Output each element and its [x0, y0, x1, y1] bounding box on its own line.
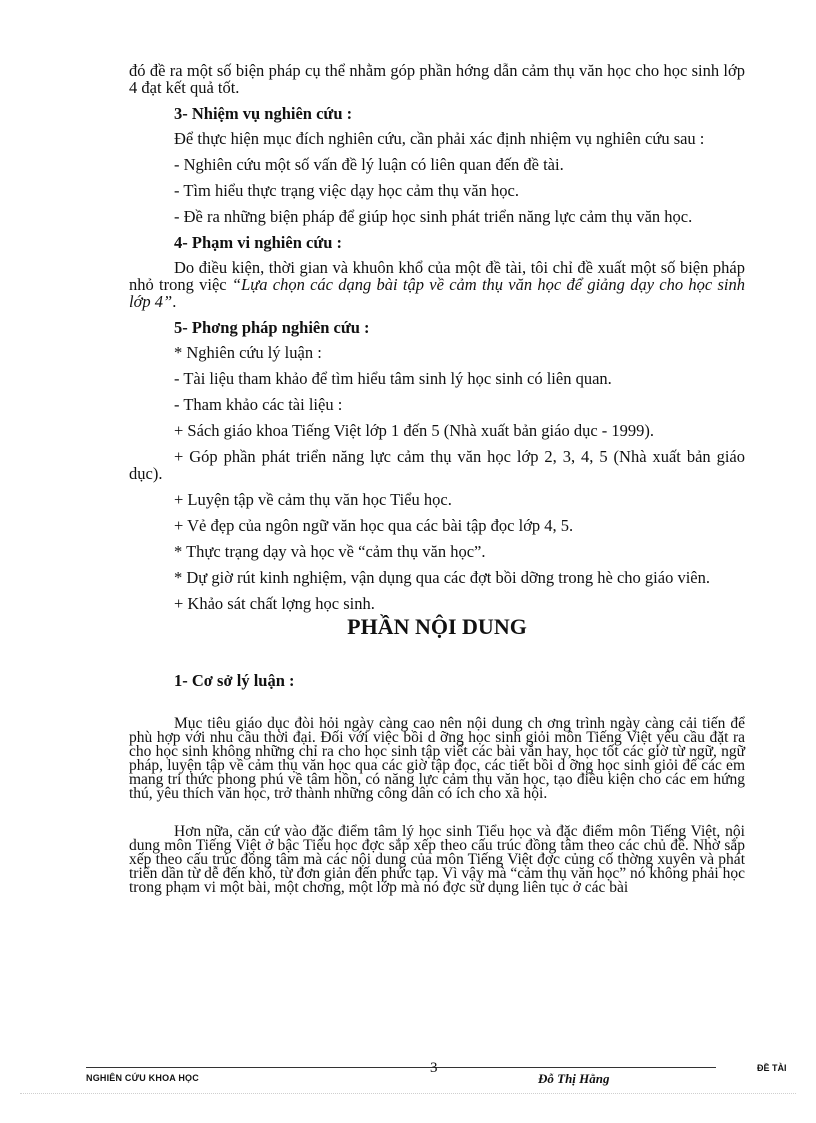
list-item: + Khảo sát chất lợng học sinh.	[174, 594, 375, 613]
footer-right-label: ĐỀ TÀI	[757, 1063, 787, 1073]
page-bottom-divider	[20, 1093, 796, 1094]
section-3-lead: Để thực hiện mục đích nghiên cứu, cần phải xác định nhiệm vụ nghiên cứu sau :	[174, 129, 705, 148]
section-4-text: Do điều kiện, thời gian và khuôn khổ của một đề tài, tôi chỉ đề xuất một số biện pháp nhỏ trong việc	[129, 258, 745, 294]
list-item: - Tìm hiểu thực trạng việc dạy học cảm thụ văn học.	[174, 181, 519, 200]
footer-author: Đỗ Thị Hằng	[538, 1071, 610, 1086]
list-item: + Góp phần phát triển năng lực cảm thụ văn học lớp 2, 3, 4, 5 (Nhà xuất bản giáo dục).	[129, 447, 745, 483]
list-item: + Luyện tập về cảm thụ văn học Tiểu học.	[174, 490, 452, 509]
footer-rule	[86, 1067, 716, 1068]
section-4-end: .	[172, 292, 177, 311]
page-content	[129, 62, 745, 895]
list-item: - Nghiên cứu một số vấn đề lý luận có liên quan đến đề tài.	[174, 155, 564, 174]
section-4-quote: “Lựa chọn các dạng bài tập về cảm thụ văn học để giảng dạy cho học sinh lớp 4”	[129, 275, 746, 311]
list-item: - Tài liệu tham khảo để tìm hiểu tâm sinh lý học sinh có liên quan.	[174, 369, 612, 388]
body-paragraph: Hơn nữa, căn cứ vào đặc điểm tâm lý học sinh Tiểu học và đặc điểm môn Tiếng Việt, nội dung môn Tiếng Việt ở bậc Tiểu học đợc sắp xếp theo cấu trúc đồng tâm theo các chủ đề. Nhờ sắp xếp theo cấu trúc đồng tâm mà các nội dung của môn Tiếng Việt đợc củng cố thờng xuyên và phát triển dần từ dễ đến khó, từ đơn giản đến phức tạp. Vì vậy mà “cảm thụ văn học” nó không phải học trong phạm vi một bài, một chơng, một lớp mà nó đợc sử dụng liên tục ở các bài	[129, 823, 745, 896]
list-item: - Đề ra những biện pháp để giúp học sinh phát triển năng lực cảm thụ văn học.	[174, 207, 693, 226]
section-5-heading: 5- Phơng pháp nghiên cứu :	[174, 318, 370, 337]
page-number: 3	[430, 1060, 438, 1076]
list-item: * Thực trạng dạy và học về “cảm thụ văn học”.	[174, 542, 486, 561]
footer-left-label: NGHIÊN CỨU KHOA HỌC	[86, 1073, 199, 1083]
part-title: PHẦN NỘI DUNG	[347, 614, 527, 639]
body-paragraph: Mục tiêu giáo dục đòi hỏi ngày càng cao nên nội dung ch ơng trình ngày càng cải tiến để phù hợp với nhu cầu thời đại. Đối với việc bồi d ỡng học sinh giỏi môn Tiếng Việt yêu cầu đặt ra cho học sinh không những chỉ ra cho học sinh tập viết các bài văn hay, học tốt các giờ từ ngữ, ngữ pháp, luyện tập về cảm thụ văn học qua các giờ tập đọc, các tiết bồi d ỡng học sinh giỏi để các em mang tri thức phong phú về tâm hồn, có năng lực cảm thụ văn học, tạo điều kiện cho các em hứng thú, yêu thích văn học, trở thành những công dân có ích cho xã hội.	[129, 715, 745, 802]
section-3-heading: 3- Nhiệm vụ nghiên cứu :	[174, 104, 353, 123]
list-item: * Dự giờ rút kinh nghiệm, vận dụng qua các đợt bồi dỡng trong hè cho giáo viên.	[174, 568, 710, 587]
intro-paragraph: đó đề ra một số biện pháp cụ thể nhằm góp phần hớng dẫn cảm thụ văn học cho học sinh lớp 4 đạt kết quả tốt.	[129, 61, 745, 97]
list-item: + Vẻ đẹp của ngôn ngữ văn học qua các bài tập đọc lớp 4, 5.	[174, 516, 574, 535]
list-item: + Sách giáo khoa Tiếng Việt lớp 1 đến 5 (Nhà xuất bản giáo dục - 1999).	[174, 421, 655, 440]
section-4-heading: 4- Phạm vi nghiên cứu :	[174, 233, 343, 252]
list-item: * Nghiên cứu lý luận :	[174, 343, 322, 362]
section-1-heading: 1- Cơ sở lý luận :	[174, 671, 295, 690]
list-item: - Tham khảo các tài liệu :	[174, 395, 343, 414]
section-4-paragraph	[129, 259, 745, 310]
